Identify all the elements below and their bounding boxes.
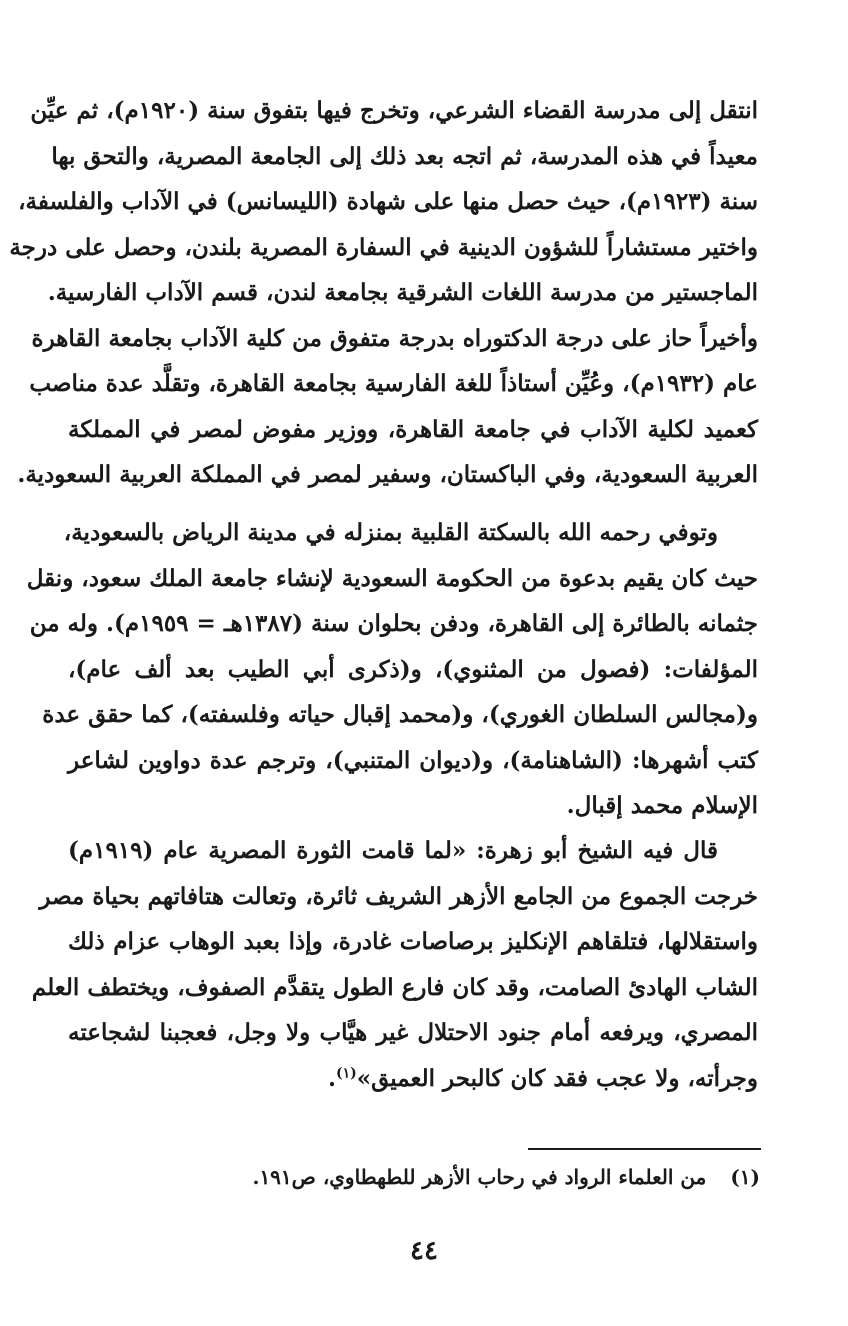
text-line: كتب أشهرها: (الشاهنامة)، و(ديوان المتنبي)، وترجم عدة دواوين لشاعر <box>68 746 758 774</box>
text-line: الشاب الهادئ الصامت، وقد كان فارع الطول يتقدَّم الصفوف، ويختطف العلم <box>31 973 758 1001</box>
footnote-number: (١) <box>730 1165 760 1189</box>
text-line: الماجستير من مدرسة اللغات الشرقية بجامعة لندن، قسم الآداب الفارسية. <box>47 279 758 306</box>
quote-end-text: وجرأته، ولا عجب فقد كان كالبحر العميق» <box>356 1064 758 1092</box>
text-line: واستقلالها، فتلقاهم الإنكليز برصاصات غادرة، وإذا بعبد الوهاب عزام ذلك <box>68 928 758 955</box>
sentence-end-mark: . <box>327 1064 336 1092</box>
text-line: انتقل إلى مدرسة القضاء الشرعي، وتخرج فيها بتفوق سنة (١٩٢٠م)، ثم عيِّن <box>30 97 758 124</box>
text-line: قال فيه الشيخ أبو زهرة: «لما قامت الثورة المصرية عام (١٩١٩م) <box>68 837 718 864</box>
text-line: العربية السعودية، وفي الباكستان، وسفير لمصر في المملكة العربية السعودية. <box>17 461 758 488</box>
text-line: الإسلام محمد إقبال. <box>566 792 758 819</box>
paragraph-3 <box>31 828 758 1101</box>
text-line: المؤلفات: (فصول من المثنوي)، و(ذكرى أبي الطيب بعد ألف عام)، <box>68 655 758 683</box>
text-line: عام (١٩٣٢م)، وعُيِّن أستاذاً للغة الفارسية بجامعة القاهرة، وتقلَّد عدة مناصب <box>29 370 758 397</box>
text-line: جثمانه بالطائرة إلى القاهرة، ودفن بحلوان سنة (١٣٨٧هـ = ١٩٥٩م). وله من <box>29 610 758 637</box>
text-line: وأخيراً حاز على درجة الدكتوراه بدرجة متفوق من كلية الآداب بجامعة القاهرة <box>31 324 758 352</box>
text-line-final <box>68 1056 758 1102</box>
text-line: خرجت الجموع من الجامع الأزهر الشريف ثائرة، وتعالت هتافاتهم بحياة مصر <box>39 882 758 910</box>
footnote <box>200 1157 760 1197</box>
page-number: ٤٤ <box>410 1236 438 1266</box>
text-line: واختير مستشاراً للشؤون الدينية في السفارة المصرية بلندن، وحصل على درجة <box>9 233 758 261</box>
paragraph-1 <box>9 88 758 498</box>
text-line: سنة (١٩٢٣م)، حيث حصل منها على شهادة (الليسانس) في الآداب والفلسفة، <box>18 188 758 215</box>
text-line: حيث كان يقيم بدعوة من الحكومة السعودية لإنشاء جامعة الملك سعود، ونقل <box>26 564 758 592</box>
text-line: كعميد لكلية الآداب في جامعة القاهرة، ووزير مفوض لمصر في المملكة <box>68 415 758 443</box>
text-line: معيداً في هذه المدرسة، ثم اتجه بعد ذلك إلى الجامعة المصرية، والتحق بها <box>51 142 758 170</box>
text-line: وتوفي رحمه الله بالسكتة القلبية بمنزله في مدينة الرياض بالسعودية، <box>63 519 718 546</box>
footnote-reference[interactable]: (١) <box>335 1064 357 1081</box>
footnote-text: من العلماء الرواد في رحاب الأزهر للطهطاوي، ص١٩١. <box>252 1165 707 1189</box>
footnote-separator <box>528 1148 761 1150</box>
text-line: و(مجالس السلطان الغوري)، و(محمد إقبال حياته وفلسفته)، كما حقق عدة <box>42 701 758 728</box>
text-line: المصري، ويرفعه أمام جنود الاحتلال غير هيَّاب ولا وجل، فعجبنا لشجاعته <box>68 1019 758 1046</box>
paragraph-2 <box>26 510 758 829</box>
